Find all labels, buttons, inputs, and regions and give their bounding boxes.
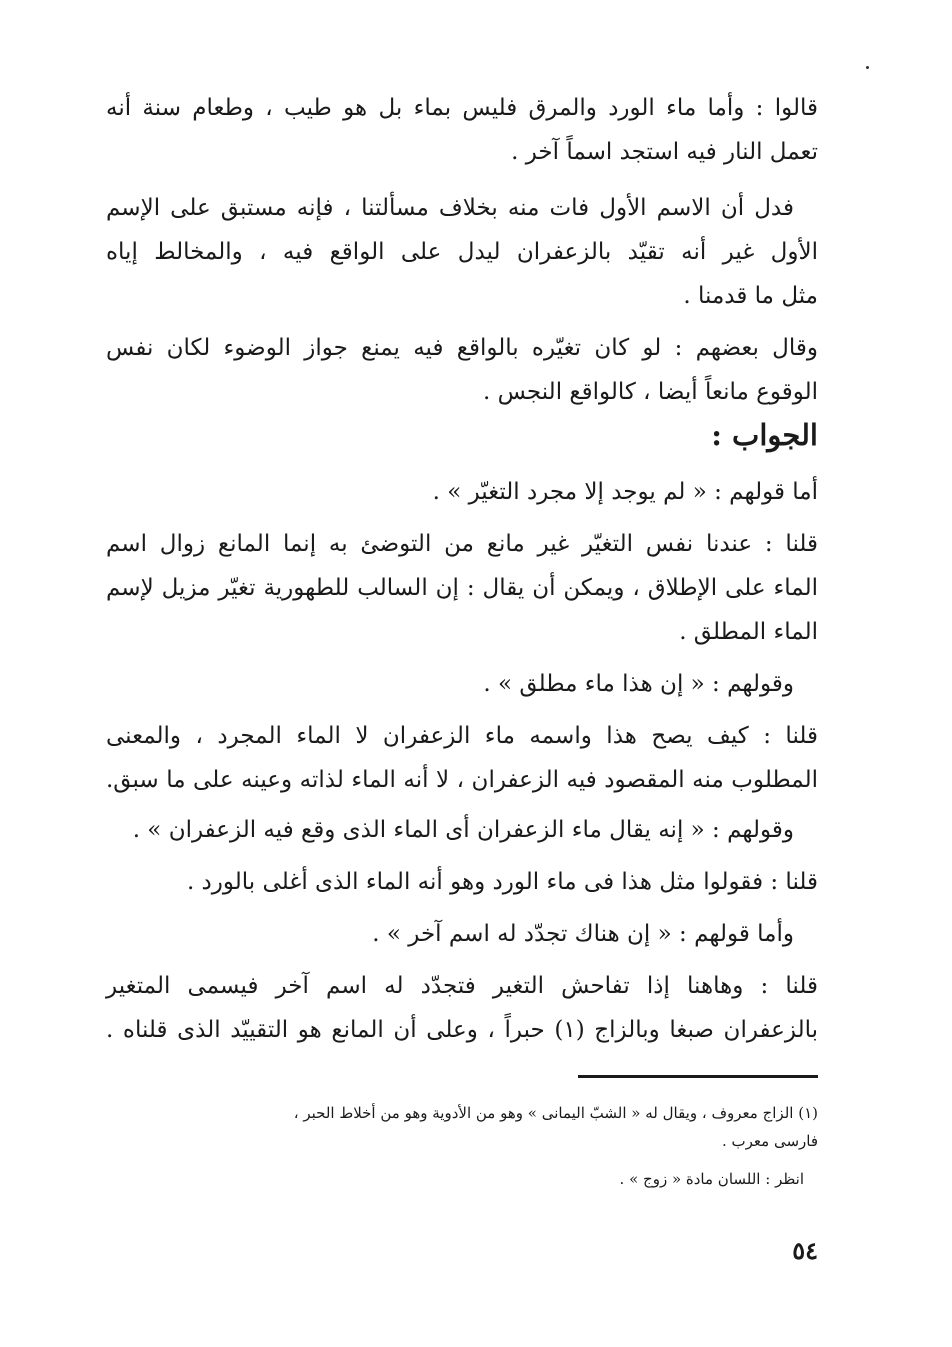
footnote-line: (١) الزاج معروف ، ويقال له « الشبّ اليمانى » وهو من الأدوية وهو من أخلاط الحبر ،	[293, 1104, 818, 1122]
page-number: ٥٤	[792, 1236, 818, 1265]
text-line: قلنا : فقولوا مثل هذا فى ماء الورد وهو أنه الماء الذى أغلى بالورد .	[186, 869, 818, 895]
text-line: وقولهم : « إنه يقال ماء الزعفران أى الماء الذى وقع فيه الزعفران » .	[132, 817, 794, 843]
text-line: بالزعفران صبغا وبالزاج (١) حبراً ، وعلى أن المانع هو التقييّد الذى قلناه .	[106, 1017, 818, 1043]
text-line: قالوا : وأما ماء الورد والمرق فليس بماء بل هو طيب ، وطعام سنة أنه	[106, 95, 818, 121]
text-line: فدل أن الاسم الأول فات منه بخلاف مسألتنا ، فإنه مستبق على الإسم	[106, 195, 794, 221]
text-line: الأول غير أنه تقيّد بالزعفران ليدل على الواقع فيه ، والمخالط إياه	[106, 239, 818, 265]
footnote-line: انظر : اللسان مادة « زوج » .	[619, 1170, 804, 1188]
footnote-line: فارسى معرب .	[721, 1132, 818, 1150]
text-line: قلنا : وهاهنا إذا تفاحش التغير فتجدّد له اسم آخر فيسمى المتغير	[106, 973, 818, 999]
text-line: وأما قولهم : « إن هناك تجدّد له اسم آخر » .	[372, 921, 794, 947]
text-line: الماء على الإطلاق ، ويمكن أن يقال : إن السالب للطهورية تغيّر مزيل لإسم	[106, 575, 818, 601]
text-line: الوقوع مانعاً أيضا ، كالواقع النجس .	[482, 379, 818, 405]
section-heading: الجواب :	[711, 418, 818, 452]
text-line: المطلوب منه المقصود فيه الزعفران ، لا أنه الماء لذاته وعينه على ما سبق.	[106, 767, 818, 793]
text-line: وقال بعضهم : لو كان تغيّره بالواقع فيه يمنع جواز الوضوء لكان نفس	[106, 335, 818, 361]
text-line: قلنا : عندنا نفس التغيّر غير مانع من التوضئ به إنما المانع زوال اسم	[106, 531, 818, 557]
text-line: الماء المطلق .	[679, 619, 818, 645]
scan-speck	[866, 66, 869, 69]
text-line: وقولهم : « إن هذا ماء مطلق » .	[483, 671, 794, 697]
text-line: أما قولهم : « لم يوجد إلا مجرد التغيّر » .	[432, 479, 818, 505]
text-line: قلنا : كيف يصح هذا واسمه ماء الزعفران لا الماء المجرد ، والمعنى	[106, 723, 818, 749]
footnote-separator	[578, 1075, 818, 1078]
text-line: تعمل النار فيه استجد اسماً آخر .	[511, 139, 818, 165]
text-line: مثل ما قدمنا .	[683, 283, 818, 309]
